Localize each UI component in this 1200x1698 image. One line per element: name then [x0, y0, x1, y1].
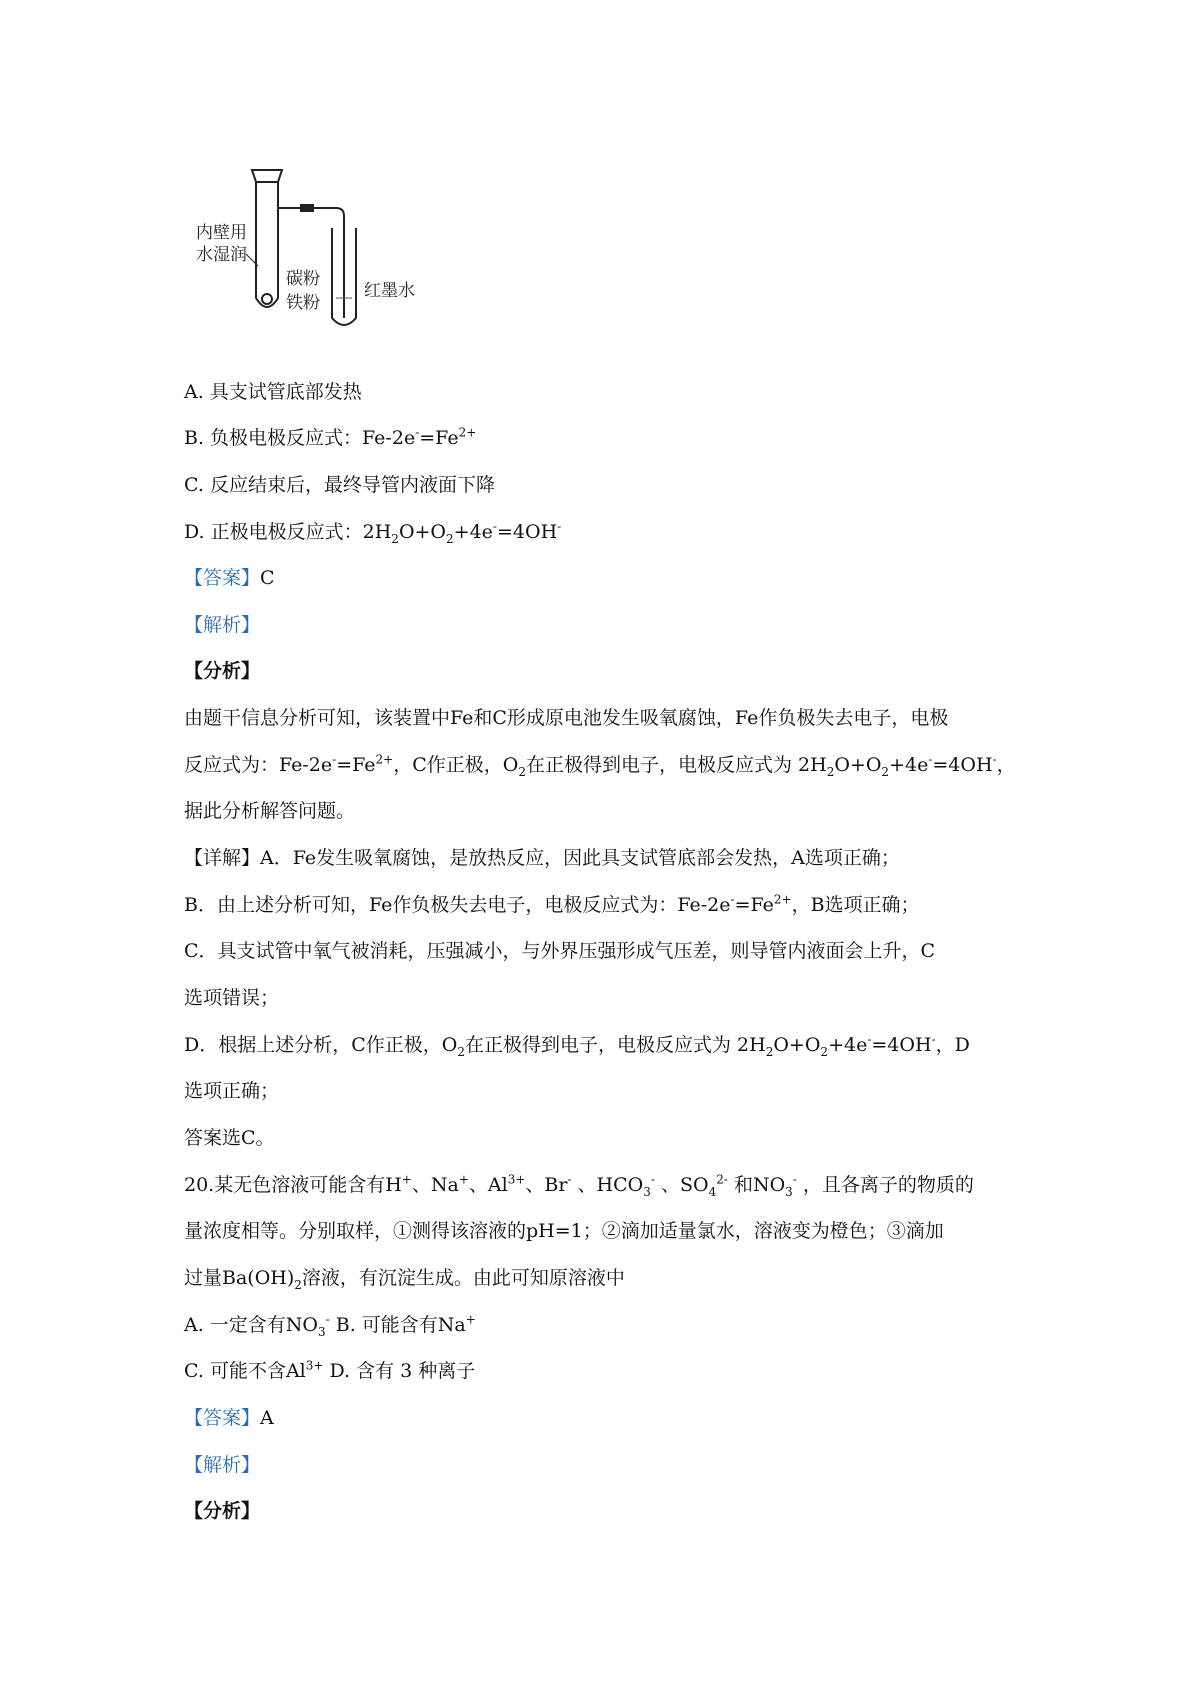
q20-fenxi-label: 【分析】: [184, 1500, 261, 1522]
label-ink: 红墨水: [364, 281, 415, 301]
q19-detail-line-4: 选项错误；: [184, 987, 280, 1009]
label-carbon: 碳粉: [286, 269, 320, 289]
q19-option-d: D. 正极电极反应式：$2H_2O+O_2+4e^-=4OH^-$: [184, 519, 562, 546]
label-iron: 铁粉: [286, 293, 320, 313]
q19-option-b: B. 负极电极反应式：$Fe-2e^-=Fe^{2+}$: [184, 425, 477, 449]
q20-options-cd: C. 可能不含$Al^{3+}$ D. 含有 3 种离子: [184, 1358, 476, 1382]
label-wall-1: 内壁用: [196, 223, 247, 243]
q20-answer: 【答案】A: [184, 1407, 274, 1429]
main-test-tube: [256, 182, 278, 307]
q20-stem-line-1: 20.某无色溶液可能含有H+、Na+、$Al^{3+}$、Br- 、$HCO_3^-$ 、$SO_4^{2-}$ 和$NO_3^-$ ，且各离子的物质的: [184, 1172, 974, 1199]
powder-mixture: [262, 294, 272, 304]
q19-detail-line-1: 【详解】A．Fe发生吸氧腐蚀，是放热反应，因此具支试管底部会发热，A选项正确；: [184, 847, 900, 869]
q19-detail-line-7: 答案选C。: [184, 1127, 275, 1149]
q20-jiexi-label: 【解析】: [184, 1454, 261, 1476]
q19-option-a: A. 具支试管底部发热: [184, 381, 362, 403]
stopper-shape: [252, 170, 282, 182]
q19-detail-line-2: B．由上述分析可知，Fe作负极失去电子，电极反应式为：$Fe-2e^-=Fe^{2+}$，B选项正确；: [184, 892, 920, 916]
label-wall-2: 水湿润: [196, 245, 247, 265]
q19-jiexi-label: 【解析】: [184, 614, 261, 636]
rubber-connector: [300, 204, 314, 212]
q19-analysis-line-1: 由题干信息分析可知，该装置中Fe和C形成原电池发生吸氧腐蚀，Fe作负极失去电子，电极: [184, 707, 949, 729]
apparatus-diagram: [196, 168, 456, 358]
q19-detail-line-3: C．具支试管中氧气被消耗，压强减小，与外界压强形成气压差，则导管内液面会上升，C: [184, 940, 936, 962]
q20-stem-line-3: 过量$Ba(OH)_2$溶液，有沉淀生成。由此可知原溶液中: [184, 1267, 625, 1292]
q19-detail-line-5: D．根据上述分析，C作正极，$O_2$在正极得到电子，电极反应式为 $2H_2O+O_2+4e^-=4OH^-$，D: [184, 1032, 970, 1059]
q19-detail-line-6: 选项正确；: [184, 1080, 280, 1102]
q19-analysis-line-2: 反应式为：$Fe-2e^-=Fe^{2+}$，C作正极，$O_2$在正极得到电子，电极反应式为 $2H_2O+O_2+4e^-=4OH^-$，: [184, 752, 1016, 779]
apparatus-svg: [196, 168, 456, 358]
q19-fenxi-label: 【分析】: [184, 660, 261, 682]
q19-option-c: C. 反应结束后，最终导管内液面下降: [184, 474, 495, 496]
q20-options-ab: A. 一定含有$NO_3^-$ B. 可能含有Na+: [184, 1312, 476, 1339]
q19-answer: 【答案】C: [184, 567, 275, 589]
q20-stem-line-2: 量浓度相等。分别取样，①测得该溶液的pH=1；②滴加适量氯水，溶液变为橙色；③滴加: [184, 1220, 944, 1242]
q19-analysis-line-3: 据此分析解答问题。: [184, 800, 356, 822]
